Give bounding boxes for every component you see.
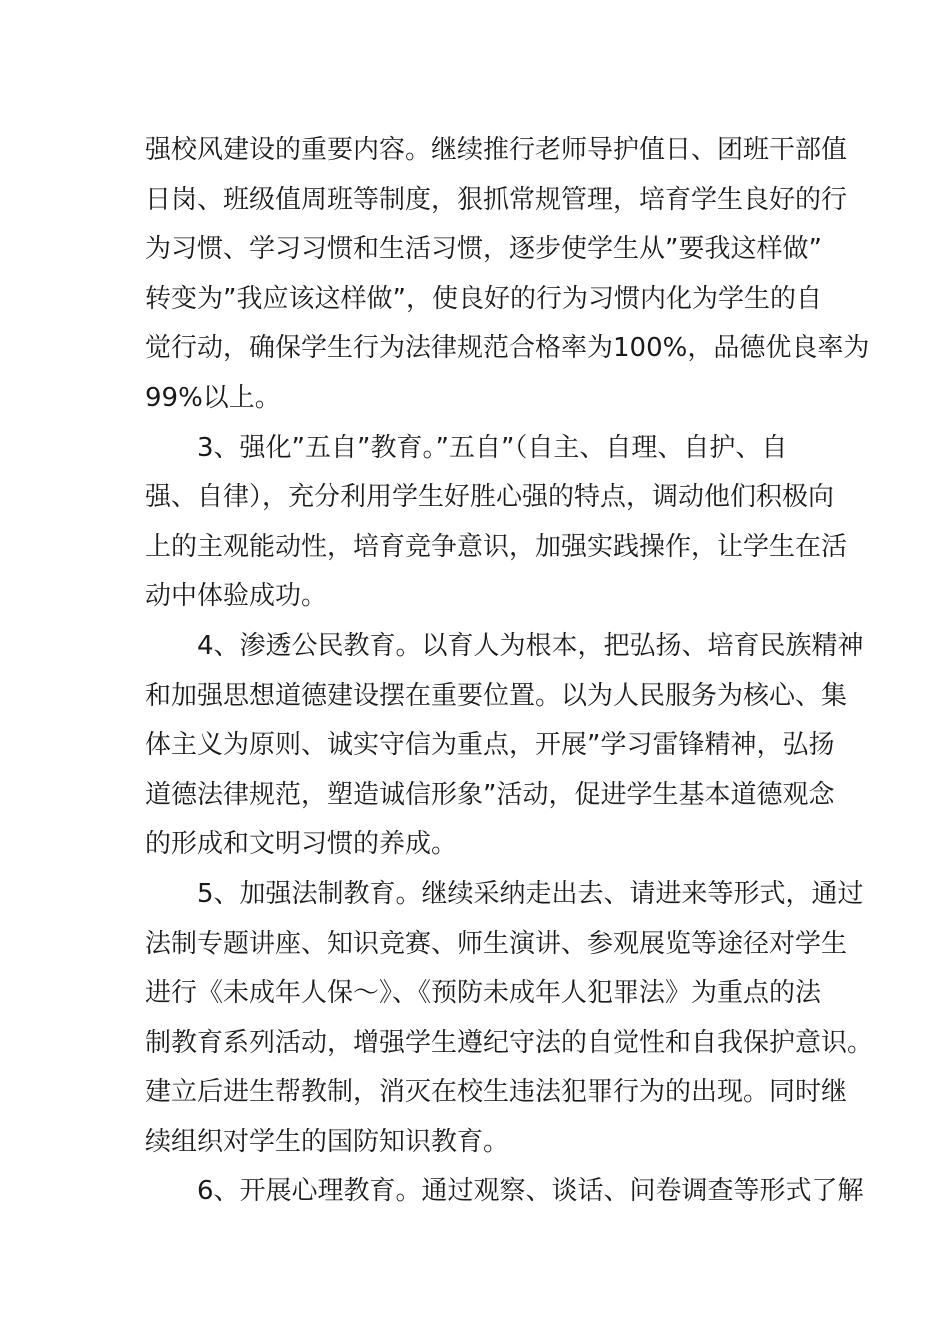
text-line: 进行《未成年人保～》、《预防未成年人犯罪法》为重点的法	[145, 978, 822, 1009]
text-line: 续组织对学生的国防知识教育。	[145, 1126, 510, 1157]
text-line: 99%以上。	[145, 382, 281, 413]
text-line: 为习惯、学习习惯和生活习惯，逐步使学生从”要我这样做”	[145, 234, 822, 265]
text-line: 强校风建设的重要内容。继续推行老师导护值日、团班干部值	[145, 135, 848, 165]
text-line: 的形成和文明习惯的养成。	[145, 829, 458, 860]
paragraph-start-line: 5、加强法制教育。继续采纳走出去、请进来等形式，通过	[197, 878, 864, 909]
text-line: 道德法律规范，塑造诚信形象”活动，促进学生基本道德观念	[145, 779, 835, 810]
paragraph-start-line: 6、开展心理教育。通过观察、谈话、问卷调查等形式了解	[197, 1176, 864, 1207]
text-line: 法制专题讲座、知识竞赛、师生演讲、参观展览等途径对学生	[145, 928, 848, 959]
text-line: 制教育系列活动，增强学生遵纪守法的自觉性和自我保护意识。	[145, 1027, 874, 1058]
paragraph-start-line: 3、强化”五自”教育。”五自”（自主、自理、自护、自	[197, 432, 788, 463]
text-line: 日岗、班级值周班等制度，狠抓常规管理，培育学生良好的行	[145, 184, 848, 215]
text-line: 觉行动，确保学生行为法律规范合格率为100%，品德优良率为	[145, 333, 870, 364]
text-line: 和加强思想道德建设摆在重要位置。以为人民服务为核心、集	[145, 680, 848, 711]
text-line: 上的主观能动性，培育竞争意识，加强实践操作，让学生在活	[145, 531, 848, 562]
text-line: 动中体验成功。	[145, 581, 328, 612]
paragraph-start-line: 4、渗透公民教育。以育人为根本，把弘扬、培育民族精神	[197, 630, 864, 661]
text-line: 建立后进生帮教制，消灭在校生违法犯罪行为的出现。同时继	[145, 1077, 848, 1108]
text-line: 强、自律），充分利用学生好胜心强的特点，调动他们积极向	[145, 482, 835, 513]
text-line: 转变为”我应该这样做”，使良好的行为习惯内化为学生的自	[145, 283, 822, 314]
body-text	[145, 126, 874, 1217]
text-line: 体主义为原则、诚实守信为重点，开展”学习雷锋精神，弘扬	[145, 730, 835, 761]
